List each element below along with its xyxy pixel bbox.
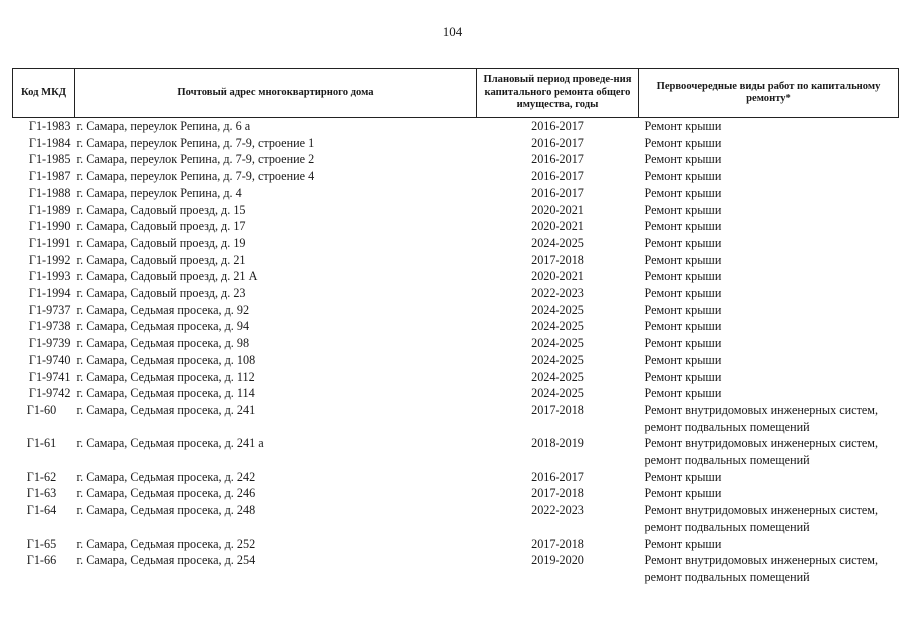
address-cell: г. Самара, переулок Репина, д. 7-9, строение 2 — [76, 152, 315, 167]
address-cell: г. Самара, Седьмая просека, д. 241 а — [76, 436, 264, 451]
table-body — [13, 118, 899, 586]
code-cell: Г1-9742 — [28, 386, 71, 401]
code-cell: Г1-9740 — [28, 352, 71, 367]
header-address: Почтовый адрес многоквартирного дома — [75, 69, 477, 118]
code-cell: Г1-1990 — [28, 219, 71, 234]
period-cell: 2024-2025 — [531, 386, 584, 401]
table-row — [13, 185, 899, 202]
period-cell: 2024-2025 — [531, 319, 584, 334]
header-period: Плановый период проведе-ния капитального ремонта общего имущества, годы — [477, 69, 639, 118]
works-cell: Ремонт крыши — [644, 202, 722, 217]
address-cell: г. Самара, Седьмая просека, д. 248 — [76, 503, 256, 518]
table-row — [13, 318, 899, 335]
table-row — [13, 536, 899, 553]
works-cell: Ремонт крыши — [644, 119, 722, 133]
address-cell: г. Самара, переулок Репина, д. 4 — [76, 185, 242, 200]
address-cell: г. Самара, Седьмая просека, д. 92 — [76, 302, 250, 317]
code-cell: Г1-64 — [26, 503, 57, 518]
table-row — [13, 485, 899, 502]
works-cell: Ремонт крыши — [644, 352, 722, 367]
period-cell: 2018-2019 — [531, 436, 584, 451]
works-cell: Ремонт внутридомовых инженерных систем, ремонт подвальных помещений — [644, 553, 879, 584]
works-cell: Ремонт крыши — [644, 336, 722, 351]
period-cell: 2016-2017 — [531, 185, 584, 200]
period-cell: 2020-2021 — [531, 269, 584, 284]
code-cell: Г1-63 — [26, 486, 57, 501]
table-row — [13, 235, 899, 252]
table-row — [13, 369, 899, 386]
address-cell: г. Самара, Садовый проезд, д. 15 — [76, 202, 246, 217]
address-cell: г. Самара, Седьмая просека, д. 98 — [76, 336, 250, 351]
table-row — [13, 218, 899, 235]
works-cell: Ремонт крыши — [644, 169, 722, 184]
page-number: 104 — [442, 24, 463, 39]
period-cell: 2024-2025 — [531, 235, 584, 250]
code-cell: Г1-9738 — [28, 319, 71, 334]
address-cell: г. Самара, Седьмая просека, д. 108 — [76, 352, 256, 367]
address-cell: г. Самара, Седьмая просека, д. 94 — [76, 319, 250, 334]
code-cell: Г1-1992 — [28, 252, 71, 267]
table-row — [13, 335, 899, 352]
period-cell: 2017-2018 — [531, 402, 584, 417]
period-cell: 2022-2023 — [531, 503, 584, 518]
period-cell: 2024-2025 — [531, 302, 584, 317]
address-cell: г. Самара, Садовый проезд, д. 23 — [76, 286, 246, 301]
works-cell: Ремонт крыши — [644, 319, 722, 334]
address-cell: г. Самара, Седьмая просека, д. 112 — [76, 369, 255, 384]
period-cell: 2017-2018 — [531, 486, 584, 501]
works-cell: Ремонт крыши — [644, 235, 722, 250]
address-cell: г. Самара, переулок Репина, д. 7-9, строение 4 — [76, 169, 315, 184]
code-cell: Г1-62 — [26, 469, 57, 484]
code-cell: Г1-9739 — [28, 336, 71, 351]
period-cell: 2016-2017 — [531, 119, 584, 133]
address-cell: г. Самара, Седьмая просека, д. 254 — [76, 553, 256, 568]
table-row — [13, 151, 899, 168]
works-cell: Ремонт крыши — [644, 536, 722, 551]
period-cell: 2022-2023 — [531, 286, 584, 301]
table-row — [13, 435, 899, 468]
works-cell: Ремонт крыши — [644, 135, 722, 150]
works-cell: Ремонт крыши — [644, 469, 722, 484]
table-row — [13, 302, 899, 319]
code-cell: Г1-61 — [26, 436, 57, 451]
address-cell: г. Самара, Седьмая просека, д. 242 — [76, 469, 256, 484]
table-row — [13, 552, 899, 585]
works-cell: Ремонт внутридомовых инженерных систем, ремонт подвальных помещений — [644, 402, 879, 434]
table-row — [13, 502, 899, 535]
period-cell: 2016-2017 — [531, 152, 584, 167]
code-cell: Г1-9737 — [28, 302, 71, 317]
works-cell: Ремонт крыши — [644, 369, 722, 384]
code-cell: Г1-1988 — [28, 185, 71, 200]
code-cell: Г1-1993 — [28, 269, 71, 284]
table-row — [13, 352, 899, 369]
table-row — [13, 402, 899, 435]
address-cell: г. Самара, Седьмая просека, д. 241 — [76, 402, 256, 417]
code-cell: Г1-1991 — [28, 235, 71, 250]
code-cell: Г1-60 — [26, 402, 57, 417]
address-cell: г. Самара, Садовый проезд, д. 21 А — [76, 269, 258, 284]
table-row — [13, 268, 899, 285]
address-cell: г. Самара, Садовый проезд, д. 19 — [76, 235, 246, 250]
period-cell: 2020-2021 — [531, 202, 584, 217]
period-cell: 2024-2025 — [531, 352, 584, 367]
table-row — [13, 285, 899, 302]
address-cell: г. Самара, Седьмая просека, д. 252 — [76, 536, 256, 551]
code-cell: Г1-1984 — [28, 135, 71, 150]
code-cell: Г1-1989 — [28, 202, 71, 217]
works-cell: Ремонт крыши — [644, 219, 722, 234]
period-cell: 2019-2020 — [531, 553, 584, 568]
period-cell: 2024-2025 — [531, 369, 584, 384]
address-cell: г. Самара, Садовый проезд, д. 17 — [76, 219, 246, 234]
code-cell: Г1-9741 — [28, 369, 71, 384]
period-cell: 2020-2021 — [531, 219, 584, 234]
works-cell: Ремонт крыши — [644, 386, 722, 401]
header-works: Первоочередные виды работ по капитальному ремонту* — [639, 69, 899, 118]
works-cell: Ремонт крыши — [644, 185, 722, 200]
works-cell: Ремонт крыши — [644, 302, 722, 317]
address-cell: г. Самара, Седьмая просека, д. 246 — [76, 486, 256, 501]
works-cell: Ремонт крыши — [644, 286, 722, 301]
buildings-table — [12, 68, 899, 586]
works-cell: Ремонт крыши — [644, 252, 722, 267]
works-cell: Ремонт внутридомовых инженерных систем, ремонт подвальных помещений — [644, 503, 879, 534]
address-cell: г. Самара, Садовый проезд, д. 21 — [76, 252, 246, 267]
works-cell: Ремонт внутридомовых инженерных систем, ремонт подвальных помещений — [644, 436, 879, 468]
code-cell: Г1-65 — [26, 536, 57, 551]
code-cell: Г1-1985 — [28, 152, 71, 167]
address-cell: г. Самара, Седьмая просека, д. 114 — [76, 386, 255, 401]
header-code: Код МКД — [13, 69, 75, 118]
period-cell: 2024-2025 — [531, 336, 584, 351]
table-row — [13, 252, 899, 269]
period-cell: 2016-2017 — [531, 469, 584, 484]
works-cell: Ремонт крыши — [644, 269, 722, 284]
period-cell: 2016-2017 — [531, 135, 584, 150]
table-row — [13, 202, 899, 219]
code-cell: Г1-1994 — [28, 286, 71, 301]
works-cell: Ремонт крыши — [644, 152, 722, 167]
works-cell: Ремонт крыши — [644, 486, 722, 501]
period-cell: 2017-2018 — [531, 536, 584, 551]
table-row — [13, 385, 899, 402]
code-cell: Г1-66 — [26, 553, 57, 568]
table-row — [13, 118, 899, 135]
address-cell: г. Самара, переулок Репина, д. 7-9, строение 1 — [76, 135, 315, 150]
table-row — [13, 135, 899, 152]
code-cell: Г1-1983 — [28, 119, 71, 133]
address-cell: г. Самара, переулок Репина, д. 6 а — [76, 119, 251, 133]
period-cell: 2016-2017 — [531, 169, 584, 184]
code-cell: Г1-1987 — [28, 169, 71, 184]
period-cell: 2017-2018 — [531, 252, 584, 267]
table-row — [13, 168, 899, 185]
table-row — [13, 469, 899, 486]
table-header-row — [13, 69, 899, 118]
